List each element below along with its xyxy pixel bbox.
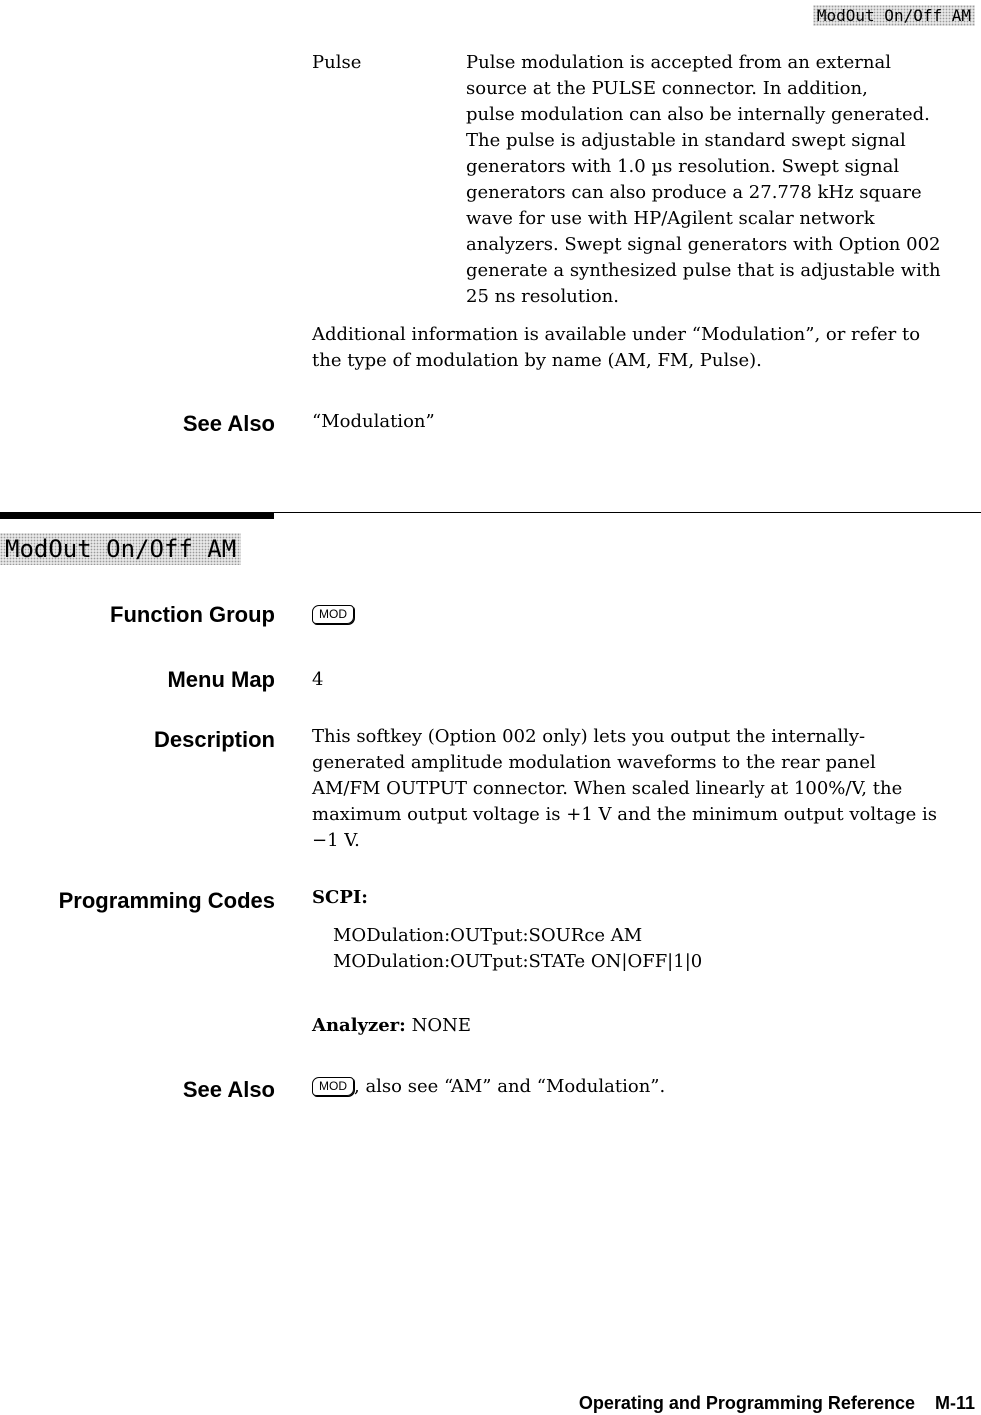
pulse-line: wave for use with HP/Agilent scalar network: [466, 208, 875, 229]
pulse-term: Pulse: [312, 52, 362, 73]
pulse-line: generators with 1.0 µs resolution. Swept signal: [466, 156, 900, 177]
pulse-line: Pulse modulation is accepted from an external: [466, 52, 891, 73]
pulse-line: 25 ns resolution.: [466, 286, 619, 307]
pulse-line: The pulse is adjustable in standard swept signal: [466, 130, 906, 151]
scpi-command: MODulation:OUTput:SOURce AM: [333, 925, 643, 946]
pulse-line: pulse modulation can also be internally generated.: [466, 104, 930, 125]
pulse-line: analyzers. Swept signal generators with Option 002: [466, 234, 941, 255]
see-also-text: , also see “AM” and “Modulation”.: [354, 1076, 666, 1097]
function-group-value: [312, 602, 354, 628]
additional-line: Additional information is available under “Modulation”, or refer to: [312, 324, 921, 345]
analyzer-value: NONE: [411, 1015, 471, 1036]
function-group-label: Function Group: [110, 602, 275, 627]
pulse-line: generate a synthesized pulse that is adjustable with: [466, 260, 941, 281]
additional-line: the type of modulation by name (AM, FM, Pulse).: [312, 350, 762, 371]
section-divider-accent: [0, 512, 274, 519]
menu-map-label: Menu Map: [167, 667, 275, 692]
scpi-commands: [333, 923, 702, 975]
description-line: generated amplitude modulation waveforms to the rear panel: [312, 752, 876, 773]
pulse-line: source at the PULSE connector. In addition,: [466, 78, 868, 99]
section-title-softkey: ModOut On/Off AM: [0, 533, 241, 565]
additional-info: [312, 322, 972, 374]
programming-codes-label: Programming Codes: [58, 888, 275, 913]
description-line: AM/FM OUTPUT connector. When scaled linearly at 100%/V, the: [312, 778, 903, 799]
description-line: maximum output voltage is +1 V and the minimum output voltage is: [312, 804, 937, 825]
see-also-label-1: See Also: [182, 411, 275, 436]
mod-hardkey[interactable]: MOD: [312, 605, 354, 624]
section-title: [0, 535, 241, 563]
description-line: This softkey (Option 002 only) lets you output the internally-: [312, 726, 866, 747]
pulse-definition: [466, 50, 966, 310]
description-line: −1 V.: [312, 830, 360, 851]
see-also-label-2: See Also: [182, 1077, 275, 1102]
running-header: [813, 6, 975, 25]
pulse-line: generators can also produce a 27.778 kHz square: [466, 182, 922, 203]
see-also-body: [312, 1074, 665, 1100]
mod-hardkey-ref[interactable]: MOD: [312, 1077, 354, 1096]
page-footer: [579, 1393, 975, 1414]
see-also-link-modulation[interactable]: “Modulation”: [312, 411, 435, 432]
analyzer-line: [312, 1013, 471, 1039]
menu-map-value: 4: [312, 669, 324, 690]
scpi-label: SCPI:: [312, 887, 368, 908]
footer-title: Operating and Programming Reference: [578, 1393, 915, 1413]
analyzer-label: Analyzer:: [312, 1015, 406, 1036]
description-label: Description: [153, 727, 275, 752]
page-number: M-11: [934, 1393, 975, 1413]
description-body: [312, 724, 980, 854]
running-header-softkey: ModOut On/Off AM: [813, 5, 975, 26]
scpi-command: MODulation:OUTput:STATe ON|OFF|1|0: [333, 951, 703, 972]
